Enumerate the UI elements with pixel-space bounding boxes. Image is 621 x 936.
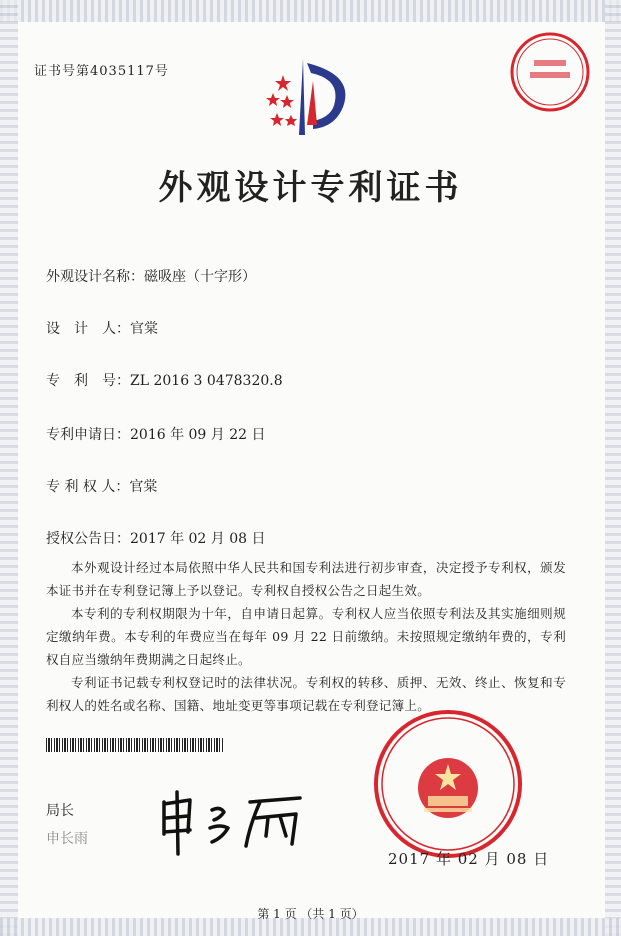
decorative-border-right bbox=[605, 0, 621, 936]
paragraph: 本外观设计经过本局依照中华人民共和国专利法进行初步审查，决定授予专利权，颁发本证书并在专利登记簿上予以登记。专利权自授权公告之日起生效。 bbox=[46, 560, 566, 598]
tax-stamp bbox=[508, 30, 592, 114]
state-ipo-seal bbox=[372, 708, 524, 860]
patentee-row bbox=[46, 476, 157, 496]
patentee-label: 专 利 权 人： bbox=[46, 479, 130, 495]
handwritten-signature bbox=[150, 788, 320, 858]
signature-label-name: 申长雨 bbox=[46, 831, 88, 847]
certificate-body-text bbox=[46, 556, 566, 717]
certificate-number: 证书号第4035117号 bbox=[34, 64, 169, 79]
decorative-border-left bbox=[0, 0, 18, 936]
patent-office-emblem bbox=[255, 55, 365, 145]
paragraph: 本专利的专利权期限为十年，自申请日起算。专利权人应当依照专利法及其实施细则规定缴纳年费。本专利的年费应当在每年 09 月 22 日前缴纳。未按照规定缴纳年费的，专利权自应当缴纳年费期满之日起终止。 bbox=[46, 606, 566, 667]
designer-row bbox=[46, 318, 158, 338]
patent-number-row bbox=[46, 370, 283, 390]
announcement-date-value: 2017 年 02 月 08 日 bbox=[130, 531, 266, 547]
issue-date: 2017 年 02 月 08 日 bbox=[388, 850, 550, 868]
application-date-row bbox=[46, 424, 266, 444]
application-date-value: 2016 年 09 月 22 日 bbox=[130, 427, 266, 443]
patent-number-value: ZL 2016 3 0478320.8 bbox=[130, 373, 283, 389]
announcement-date-row bbox=[46, 528, 266, 548]
designer-label: 设 计 人： bbox=[46, 321, 130, 337]
paragraph: 专利证书记载专利权登记时的法律状况。专利权的转移、质押、无效、终止、恢复和专利权人的姓名或名称、国籍、地址变更等事项记载在专利登记簿上。 bbox=[46, 675, 566, 713]
designer-value: 官棠 bbox=[130, 321, 158, 337]
patent-number-label: 专 利 号： bbox=[46, 373, 130, 389]
barcode bbox=[46, 738, 224, 752]
design-name-label: 外观设计名称： bbox=[46, 269, 144, 285]
signature-label-director: 局长 bbox=[46, 803, 74, 819]
certificate-title: 外观设计专利证书 bbox=[158, 168, 463, 208]
announcement-date-label: 授权公告日： bbox=[46, 531, 130, 547]
patentee-value: 官棠 bbox=[129, 479, 158, 495]
design-name-row bbox=[46, 266, 256, 286]
application-date-label: 专利申请日： bbox=[46, 427, 130, 443]
design-name-value: 磁吸座（十字形） bbox=[144, 269, 256, 285]
page-footer: 第 1 页 （共 1 页） bbox=[257, 907, 364, 921]
decorative-border-top bbox=[0, 0, 621, 22]
